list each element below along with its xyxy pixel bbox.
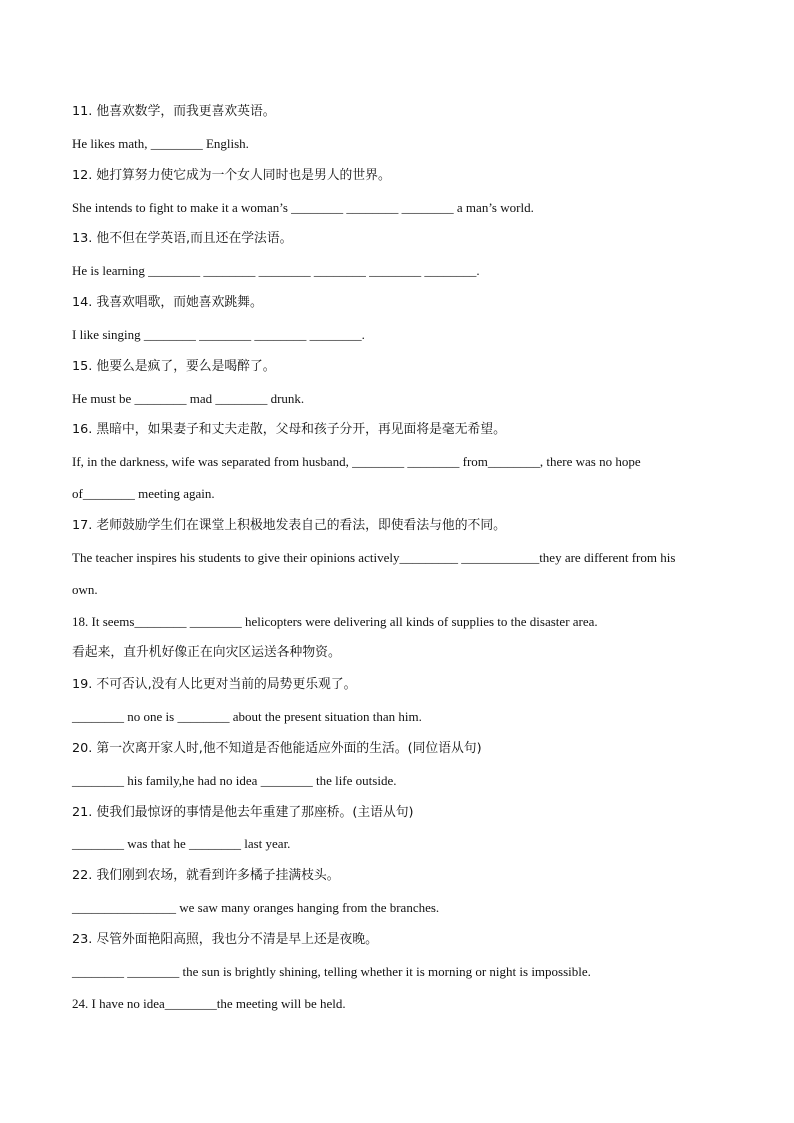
q16-english: If, in the darkness, wife was separated from husband, ________ ________ from________, there was no hope [72,454,641,470]
q20-english: ________ his family,he had no idea ________ the life outside. [72,772,397,788]
q15-english: He must be ________ mad ________ drunk. [72,390,305,406]
q13-english: He is learning ________ ________ ________ ________ ________ ________. [72,263,480,279]
q15-chinese: 15. 他要么是疯了，要么是喝醉了。 [72,358,276,374]
q16-english-cont: of________ meeting again. [72,486,215,502]
q11-english: He likes math, ________ English. [72,135,249,151]
q13-chinese: 13. 他不但在学英语,而且还在学法语。 [72,231,293,247]
q11-chinese: 11. 他喜欢数学，而我更喜欢英语。 [72,104,276,119]
q20-chinese: 20. 第一次离开家人时,他不知道是否他能适应外面的生活。(同位语从句) [72,740,482,756]
q16-chinese: 16. 黑暗中，如果妻子和丈夫走散，父母和孩子分开，再见面将是毫无希望。 [72,422,506,438]
q22-chinese: 22. 我们刚到农场，就看到许多橘子挂满枝头。 [72,868,340,884]
q21-english: ________ was that he ________ last year. [72,836,291,852]
q14-english: I like singing ________ ________ ________ ________. [72,326,365,342]
q14-chinese: 14. 我喜欢唱歌，而她喜欢跳舞。 [72,295,263,311]
q23-english: ________ ________ the sun is brightly shining, telling whether it is morning or night is impossible. [72,963,591,979]
q12-chinese: 12. 她打算努力使它成为一个女人同时也是男人的世界。 [72,167,391,183]
q21-chinese: 21. 使我们最惊讶的事情是他去年重建了那座桥。(主语从句) [72,804,414,820]
q17-english: The teacher inspires his students to give their opinions actively_________ ____________they are different from his [72,549,676,565]
q17-chinese: 17. 老师鼓励学生们在课堂上积极地发表自己的看法，即使看法与他的不同。 [72,517,506,533]
q12-english: She intends to fight to make it a woman’s ________ ________ ________ a man’s world. [72,199,534,215]
q18-english: 18. It seems________ ________ helicopters were delivering all kinds of supplies to the disaster area. [72,613,598,629]
q23-chinese: 23. 尽管外面艳阳高照，我也分不清是早上还是夜晚。 [72,931,378,947]
q22-english: ________________ we saw many oranges hanging from the branches. [72,900,440,916]
q19-chinese: 19. 不可否认,没有人比更对当前的局势更乐观了。 [72,677,357,693]
q17-english-cont: own. [72,581,98,597]
q19-english: ________ no one is ________ about the present situation than him. [72,709,422,725]
q18-chinese: 看起来，直升机好像正在向灾区运送各种物资。 [72,645,341,661]
worksheet-page [72,96,732,1019]
q24-english: 24. I have no idea________the meeting will be held. [72,995,346,1011]
